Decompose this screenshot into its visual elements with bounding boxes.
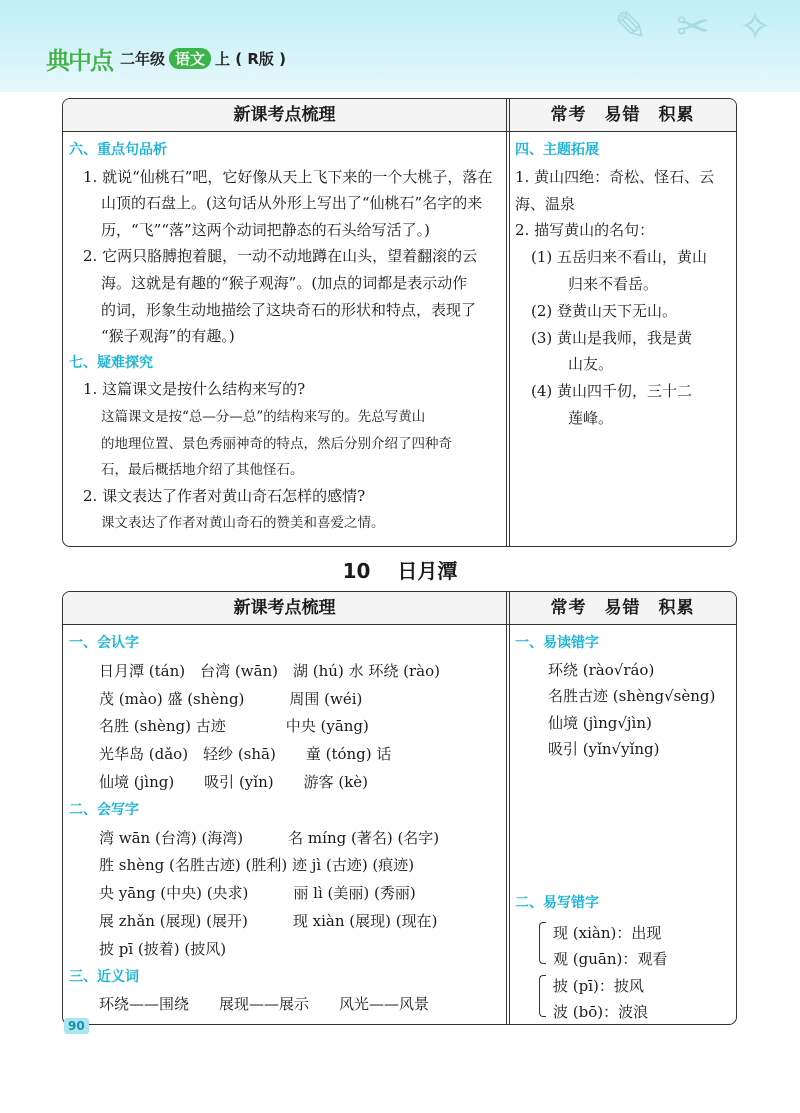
text-line: 仙境 (jìng√jìn) xyxy=(548,713,652,732)
lesson-title xyxy=(0,555,800,584)
text-line: 名胜 (shèng) 古迹 中央 (yāng) xyxy=(99,717,369,736)
grade-label: 二年级 xyxy=(120,50,166,68)
text-line: (1) 五岳归来不看山，黄山 xyxy=(531,248,708,267)
text-line: 的词，形象生动地描绘了这块奇石的形状和特点，表现了 xyxy=(101,300,477,319)
column-divider xyxy=(506,592,507,1024)
text-line: (2) 登黄山天下无山。 xyxy=(531,301,678,320)
panel-lesson-10 xyxy=(62,591,737,1025)
text-line: 历，“飞”“落”这两个动词把静态的石头给写活了。) xyxy=(101,220,431,239)
text-line: 1. 这篇课文是按什么结构来写的? xyxy=(83,380,306,399)
text-line: 展 zhǎn (展现) (展开) 现 xiàn (展现) (现在) xyxy=(99,912,438,930)
subject-badge: 语文 xyxy=(169,48,211,69)
text-line: 山顶的石盘上。(这句话从外形上写出了“仙桃石”名字的来 xyxy=(101,194,483,213)
column-divider xyxy=(509,99,510,546)
text-line: 观 (guān)：观看 xyxy=(553,950,668,968)
text-line: 山友。 xyxy=(568,355,614,374)
text-line: 2. 课文表达了作者对黄山奇石怎样的感情? xyxy=(83,486,366,505)
text-line: 现 (xiàn)：出现 xyxy=(553,924,662,942)
text-line: 吸引 (yǐn√yǐng) xyxy=(548,740,660,758)
text-line: (3) 黄山是我师，我是黄 xyxy=(531,328,693,347)
text-line: 莲峰。 xyxy=(568,409,614,427)
text-line: 的地理位置、景色秀丽神奇的特点，然后分别介绍了四种奇 xyxy=(101,435,452,452)
text-line: 湾 wān (台湾) (海湾) 名 míng (著名) (名字) xyxy=(99,828,440,847)
text-line: 1. 黄山四绝：奇松、怪石、云 xyxy=(515,167,715,186)
text-line: 归来不看岳。 xyxy=(568,275,659,293)
text-line: (4) 黄山四千仞，三十二 xyxy=(531,382,693,401)
text-line: 仙境 (jìng) 吸引 (yǐn) 游客 (kè) xyxy=(99,773,369,791)
text-line: 披 pī (披着) (披风) xyxy=(99,939,227,958)
text-line: “猴子观海”的有趣。) xyxy=(101,327,235,346)
left-header-title: 新课考点梳理 xyxy=(233,105,336,125)
lesson-number: 10 xyxy=(342,559,371,583)
edition-label: 上 ( R版 ) xyxy=(215,50,286,68)
panel-continuation xyxy=(62,98,737,547)
text-line: 海、温泉 xyxy=(515,194,576,213)
text-line: 波 (bō)：波浪 xyxy=(553,1003,649,1021)
panel-header xyxy=(63,99,736,132)
text-line: 2. 它两只胳膊抱着腿，一动不动地蹲在山头，望着翻滚的云 xyxy=(83,247,478,266)
section-heading: 一、会认字 xyxy=(69,635,139,651)
text-line: 2. 描写黄山的名句： xyxy=(515,221,655,240)
section-heading: 三、近义词 xyxy=(69,968,139,985)
text-line: 披 (pī)：披风 xyxy=(553,977,644,995)
section-heading: 一、易读错字 xyxy=(515,635,599,651)
text-line: 海。这就是有趣的“猴子观海”。(加点的词都是表示动作 xyxy=(101,274,468,292)
brace xyxy=(539,975,546,1017)
column-divider xyxy=(509,592,510,1024)
column-divider xyxy=(506,99,507,546)
text-line: 名胜古迹 (shèng√sèng) xyxy=(548,687,716,705)
text-line: 石，最后概括地介绍了其他怪石。 xyxy=(101,462,304,479)
brace xyxy=(539,922,546,964)
left-header-title: 新课考点梳理 xyxy=(233,598,336,618)
text-line: 茂 (mào) 盛 (shèng) 周围 (wéi) xyxy=(99,689,363,708)
text-line: 1. 就说“仙桃石”吧，它好像从天上飞下来的一个大桃子，落在 xyxy=(83,167,493,186)
section-heading: 六、重点句品析 xyxy=(69,142,167,158)
section-heading: 二、易写错字 xyxy=(515,895,599,911)
section-heading: 二、会写字 xyxy=(69,801,139,818)
right-header-title: 常考 易错 积累 xyxy=(550,598,695,618)
text-line: 环绕——围绕 展现——展示 风光——风景 xyxy=(99,995,430,1014)
page-number: 90 xyxy=(64,1018,89,1034)
text-line: 环绕 (rào√ráo) xyxy=(548,660,655,679)
text-line: 课文表达了作者对黄山奇石的赞美和喜爱之情。 xyxy=(101,515,385,532)
text-line: 这篇课文是按“总—分—总”的结构来写的。先总写黄山 xyxy=(101,409,426,425)
panel-header xyxy=(63,592,736,625)
text-line: 日月潭 (tán) 台湾 (wān) 湖 (hú) 水 环绕 (rào) xyxy=(99,661,440,680)
book-header xyxy=(46,41,286,76)
section-heading: 四、主题拓展 xyxy=(515,142,599,158)
section-heading: 七、疑难探究 xyxy=(69,354,153,371)
decorative-pattern: ✎ ✂ ✧ xyxy=(614,4,780,50)
brand-logo: 典中点 xyxy=(46,47,112,75)
right-header-title: 常考 易错 积累 xyxy=(550,105,695,125)
lesson-name: 日月潭 xyxy=(397,559,458,583)
text-line: 央 yāng (中央) (央求) 丽 lì (美丽) (秀丽) xyxy=(99,884,416,903)
text-line: 胜 shèng (名胜古迹) (胜利) 迹 jì (古迹) (痕迹) xyxy=(99,856,415,875)
text-line: 光华岛 (dǎo) 轻纱 (shā) 童 (tóng) 话 xyxy=(99,745,392,764)
